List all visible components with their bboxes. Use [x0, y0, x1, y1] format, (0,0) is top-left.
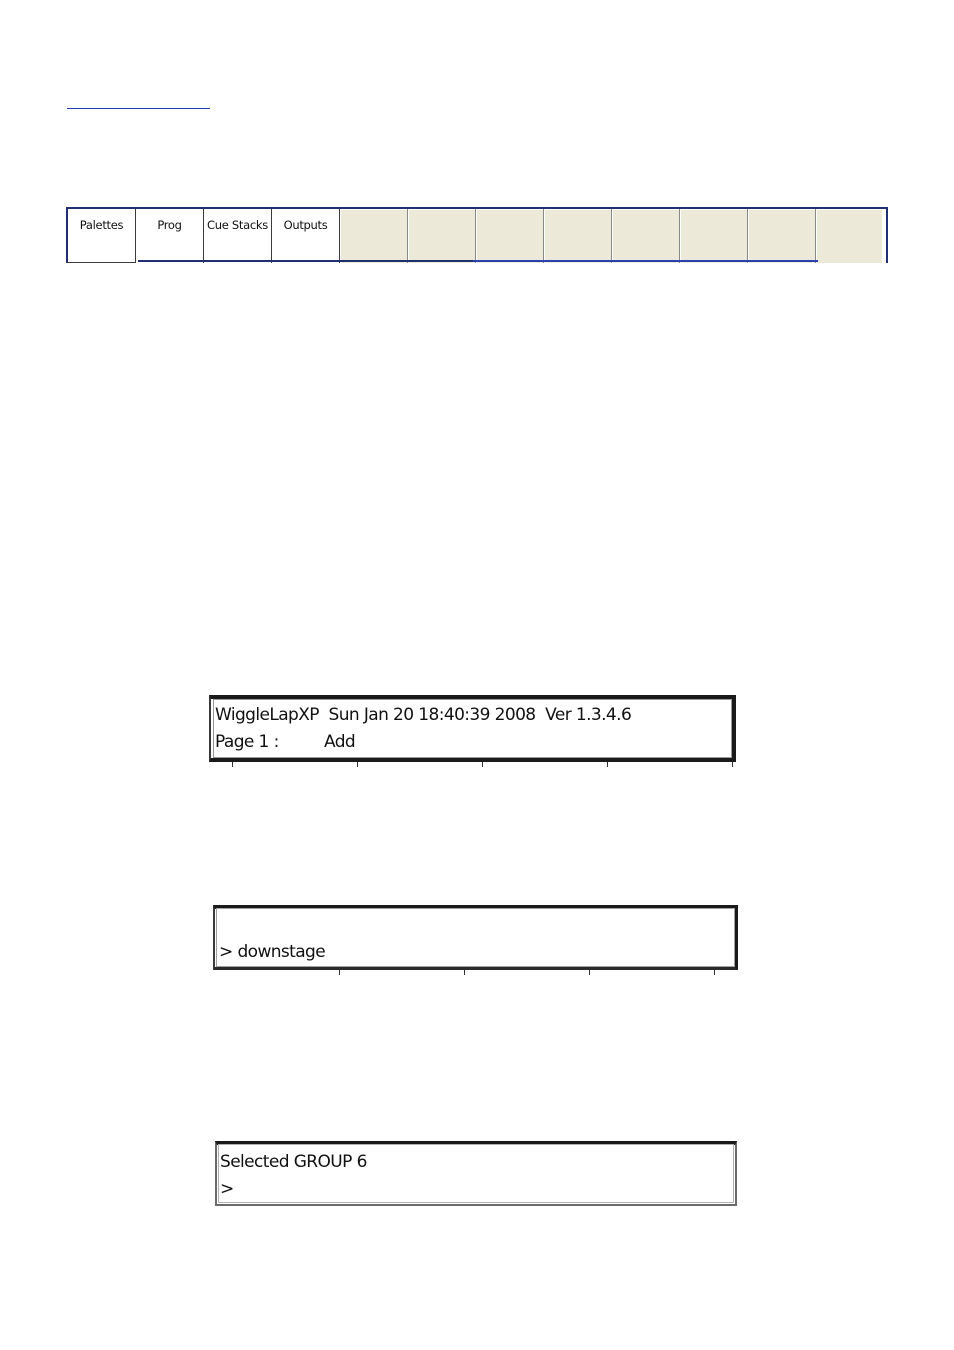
- command-line-panel[interactable]: [213, 905, 738, 970]
- selection-feedback-panel[interactable]: [215, 1141, 737, 1206]
- tab-empty-8[interactable]: [544, 209, 612, 263]
- tab-outputs[interactable]: Outputs: [272, 209, 340, 263]
- status-display-panel: [209, 695, 736, 762]
- tab-cue-stacks[interactable]: Cue Stacks: [204, 209, 272, 263]
- tick: [607, 762, 608, 767]
- tick: [357, 762, 358, 767]
- tab-empty-6[interactable]: [408, 209, 476, 263]
- tab-empty-10[interactable]: [680, 209, 748, 263]
- mode-label: Add: [324, 732, 356, 752]
- tab-bar: [66, 207, 888, 263]
- command-prompt-line[interactable]: >: [220, 1179, 234, 1199]
- tab-empty-12[interactable]: [816, 209, 882, 263]
- tab-prog[interactable]: Prog: [136, 209, 204, 263]
- tab-palettes[interactable]: Palettes: [68, 209, 136, 263]
- command-input-line[interactable]: > downstage: [219, 942, 326, 962]
- tab-empty-9[interactable]: [612, 209, 680, 263]
- tab-empty-11[interactable]: [748, 209, 816, 263]
- tab-bar-baseline-dark: [138, 260, 473, 262]
- tab-empty-5[interactable]: [340, 209, 408, 263]
- status-line: WiggleLapXP Sun Jan 20 18:40:39 2008 Ver 1.3.4.6: [215, 705, 632, 725]
- tab-empty-7[interactable]: [476, 209, 544, 263]
- link-underline[interactable]: [67, 108, 210, 109]
- tick: [482, 762, 483, 767]
- page-label: Page 1 :: [215, 732, 279, 752]
- tick: [589, 970, 590, 975]
- tick: [732, 762, 733, 767]
- selection-status-line: Selected GROUP 6: [220, 1152, 367, 1172]
- panel1-ticks: [0, 762, 954, 767]
- tick: [339, 970, 340, 975]
- tick: [464, 970, 465, 975]
- tick: [232, 762, 233, 767]
- panel2-ticks: [0, 970, 954, 975]
- tick: [714, 970, 715, 975]
